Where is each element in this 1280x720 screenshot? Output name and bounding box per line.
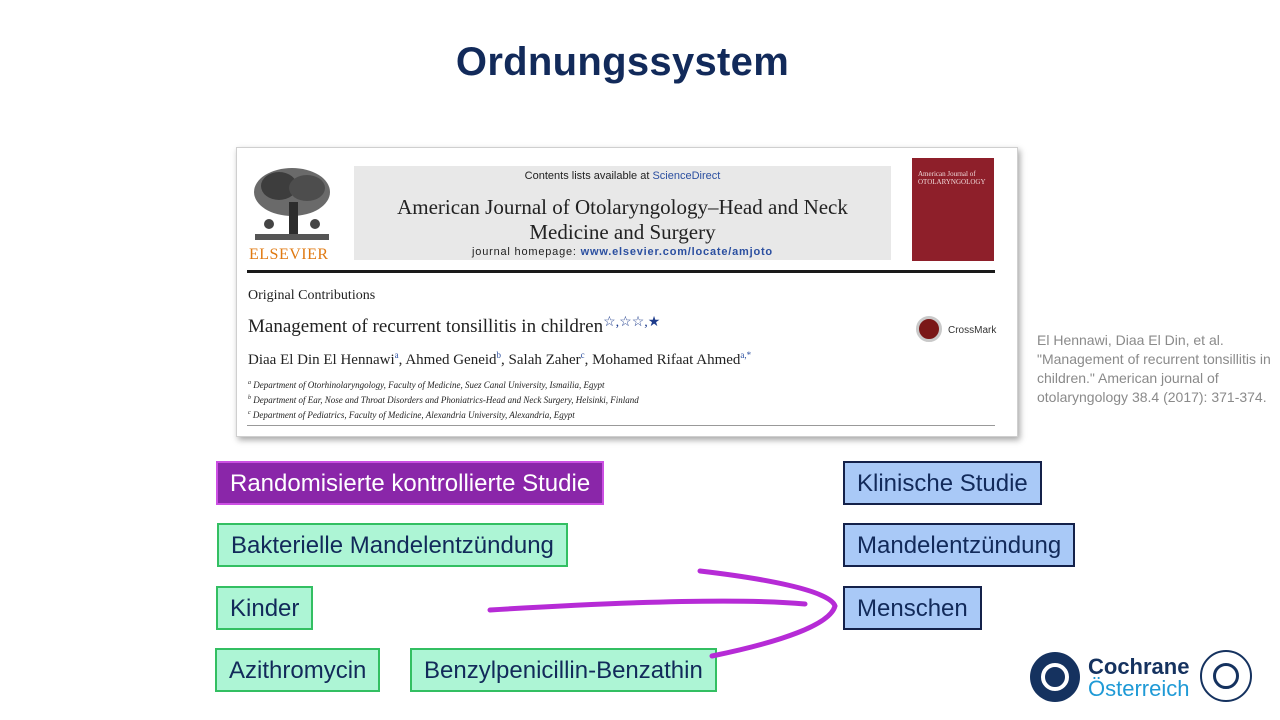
title-footnote-marks: ☆,☆☆,★ [603, 315, 661, 330]
article-title [248, 314, 660, 338]
citation-text: El Hennawi, Diaa El Din, et al. "Management of recurrent tonsillitis in children." American journal of otolaryngology 38.4 (2017): 371-374. [1037, 332, 1271, 405]
affiliation-item [248, 377, 639, 392]
author-name: Salah Zaher [508, 352, 581, 368]
affiliation-text: Department of Ear, Nose and Throat Disorders and Phoniatrics-Head and Neck Surgery, Helsinki, Finland [253, 395, 639, 405]
author-affiliation: c [580, 350, 585, 360]
cochrane-logo [1030, 652, 1190, 702]
tag-humans: Menschen [843, 586, 982, 630]
journal-cover [912, 158, 994, 261]
affiliation-mark: a [248, 380, 251, 386]
affiliation-list [248, 377, 639, 422]
homepage-url[interactable]: www.elsevier.com/locate/amjoto [580, 246, 773, 258]
affiliation-text: Department of Pediatrics, Faculty of Medicine, Alexandria University, Alexandria, Egypt [252, 410, 575, 420]
arrow-stroke [490, 571, 835, 656]
cochrane-emblem-icon [1030, 652, 1080, 702]
journal-title [354, 195, 891, 245]
author-separator: , [584, 352, 593, 368]
affiliation-item [248, 392, 639, 407]
logo-line2: Österreich [1088, 676, 1190, 701]
header-rule [247, 270, 995, 273]
contents-line [354, 170, 891, 182]
tag-bacterial-tonsillitis: Bakterielle Mandelentzündung [217, 523, 568, 567]
tag-randomized-controlled-trial: Randomisierte kontrollierte Studie [216, 461, 604, 505]
author-name: Diaa El Din El Hennawi [248, 352, 395, 368]
footer-rule [247, 425, 995, 426]
article-section: Original Contributions [248, 288, 376, 303]
author-list [248, 350, 751, 369]
affiliation-text: Department of Otorhinolaryngology, Faculty of Medicine, Suez Canal University, Ismailia, Egypt [253, 380, 605, 390]
author-separator: , [398, 352, 406, 368]
elsevier-tree-logo [249, 164, 335, 244]
journal-title-line2: Medicine and Surgery [529, 220, 716, 244]
cover-title: American Journal of OTOLARYNGOLOGY [918, 170, 986, 186]
author-name: Ahmed Geneid [405, 352, 497, 368]
journal-banner [354, 166, 891, 260]
crossmark-label: CrossMark [948, 325, 997, 336]
tag-clinical-trial: Klinische Studie [843, 461, 1042, 505]
paper-header-image [236, 147, 1018, 437]
tag-azithromycin: Azithromycin [215, 648, 380, 692]
affiliation-mark: b [248, 395, 251, 401]
contents-prefix: Contents lists available at [524, 170, 653, 182]
sciencedirect-link[interactable]: ScienceDirect [652, 170, 721, 182]
slide-title: Ordnungssystem [455, 40, 790, 84]
journal-title-line1: American Journal of Otolaryngology–Head and Neck [397, 195, 848, 219]
publisher-name: ELSEVIER [249, 246, 329, 263]
author-affiliation: b [496, 350, 502, 360]
logo-line1: Cochrane [1088, 654, 1190, 679]
university-seal-icon [1200, 650, 1252, 702]
homepage-prefix: journal homepage: [472, 246, 581, 258]
affiliation-mark: c [248, 410, 251, 416]
affiliation-item [248, 407, 639, 422]
tag-tonsillitis: Mandelentzündung [843, 523, 1075, 567]
author-separator: , [501, 352, 509, 368]
tag-benzathine-penicillin: Benzylpenicillin-Benzathin [410, 648, 717, 692]
journal-homepage [354, 246, 891, 258]
author-name: Mohamed Rifaat Ahmed [592, 352, 741, 368]
author-affiliation: a [394, 350, 399, 360]
tag-children: Kinder [216, 586, 313, 630]
crossmark-icon [916, 316, 942, 342]
author-affiliation: a,* [740, 350, 752, 360]
article-title-text: Management of recurrent tonsillitis in children [248, 316, 604, 337]
crossmark-badge[interactable] [916, 316, 1006, 348]
